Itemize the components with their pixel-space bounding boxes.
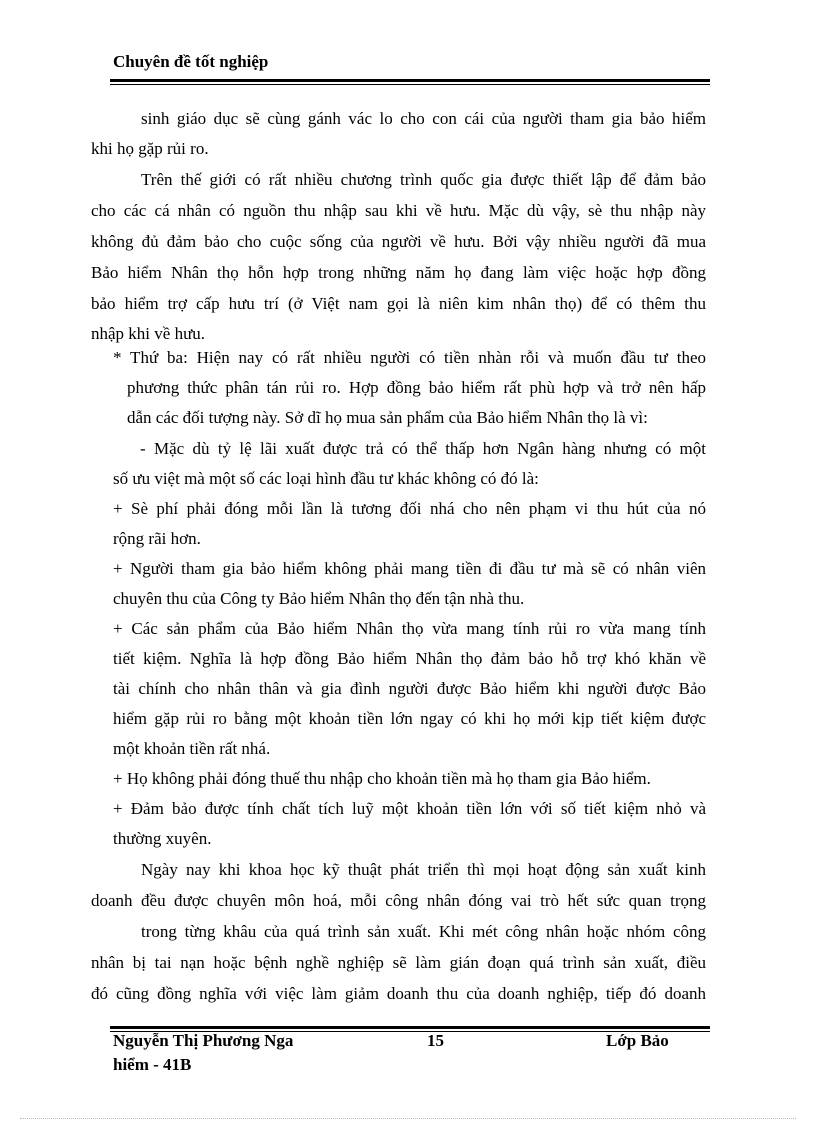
text-line: số ưu việt mà một số các loại hình đầu tư khác không có đó là:	[113, 469, 539, 488]
text-line: nhập khi về hưu.	[91, 324, 206, 343]
text-line: - Mặc dù tỷ lệ lãi xuất được trả có thể thấp hơn Ngân hàng nhưng có một	[140, 439, 706, 458]
header-rule-thin	[110, 84, 710, 85]
text-line: bảo hiểm trợ cấp hưu trí (ở Việt nam gọi là niên kim nhân thọ) để có thêm thu	[91, 294, 706, 313]
text-line: trong từng khâu của quá trình sản xuất. Khi mét công nhân hoặc nhóm công	[141, 922, 706, 941]
text-line: không đủ đảm bảo cho cuộc sống của người về hưu. Bởi vậy nhiều người đã mua	[91, 232, 706, 251]
text-line: phương thức phân tán rủi ro. Hợp đồng bảo hiểm rất phù hợp và trở nên hấp	[127, 378, 706, 397]
page-bottom-divider	[20, 1118, 796, 1119]
text-line: + Người tham gia bảo hiểm không phải mang tiền đi đầu tư mà sẽ có nhân viên	[113, 559, 706, 578]
text-line: chuyên thu của Công ty Bảo hiểm Nhân thọ đến tận nhà thu.	[113, 589, 525, 608]
text-line: hiểm gặp rủi ro bằng một khoản tiền lớn ngay có khi họ mới kịp tiết kiệm được	[113, 709, 706, 728]
text-line: cho các cá nhân có nguồn thu nhập sau khi về hưu. Mặc dù vậy, sè thu nhập này	[91, 201, 706, 220]
text-line: Trên thế giới có rất nhiều chương trình quốc gia được thiết lập để đảm bảo	[141, 170, 706, 189]
text-line: sinh giáo dục sẽ cùng gánh vác lo cho con cái của người tham gia bảo hiểm	[141, 109, 706, 128]
text-line: tiết kiệm. Nghĩa là hợp đồng Bảo hiểm Nhân thọ đảm bảo hỗ trợ khó khăn về	[113, 649, 706, 668]
footer-class-label: Lớp Bảo	[606, 1031, 669, 1050]
text-line: nhân bị tai nạn hoặc bệnh nghề nghiệp sẽ làm gián đoạn quá trình sản xuất, điều	[91, 953, 706, 972]
text-line: đó cũng đồng nghĩa với việc làm giảm doanh thu của doanh nghiệp, tiếp đó doanh	[91, 984, 706, 1003]
footer-author: Nguyễn Thị Phương Nga	[113, 1031, 294, 1050]
footer-class-label-continued: hiểm - 41B	[113, 1055, 192, 1074]
text-line: dẫn các đối tượng này. Sở dĩ họ mua sản phẩm của Bảo hiểm Nhân thọ là vì:	[127, 408, 648, 427]
footer-rule-thick	[110, 1026, 710, 1029]
text-line: + Các sản phẩm của Bảo hiểm Nhân thọ vừa mang tính rủi ro vừa mang tính	[113, 619, 706, 638]
text-line: Ngày nay khi khoa học kỹ thuật phát triển thì mọi hoạt động sản xuất kinh	[141, 860, 706, 879]
text-line: + Đảm bảo được tính chất tích luỹ một khoản tiền lớn với số tiết kiệm nhỏ và	[113, 799, 706, 818]
footer-page-number: 15	[427, 1031, 444, 1050]
text-line: rộng rãi hơn.	[113, 529, 201, 548]
text-line: tài chính cho nhân thân và gia đình người được Bảo hiểm khi người được Bảo	[113, 679, 706, 698]
text-line: doanh đều được chuyên môn hoá, mỗi công nhân đóng vai trò hết sức quan trọng	[91, 891, 706, 910]
page-header-title: Chuyên đề tốt nghiệp	[113, 52, 269, 71]
header-rule-thick	[110, 79, 710, 82]
text-line: + Sè phí phải đóng mỗi lần là tương đối nhá cho nên phạm vi thu hút của nó	[113, 499, 706, 518]
text-line: khi họ gặp rủi ro.	[91, 139, 209, 158]
text-line: một khoản tiền rất nhá.	[113, 739, 271, 758]
text-line: thường xuyên.	[113, 829, 212, 848]
text-line: + Họ không phải đóng thuế thu nhập cho khoản tiền mà họ tham gia Bảo hiểm.	[113, 769, 651, 788]
text-line: Bảo hiểm Nhân thọ hỗn hợp trong những năm họ đang làm việc hoặc hợp đồng	[91, 263, 706, 282]
text-line: * Thứ ba: Hiện nay có rất nhiều người có tiền nhàn rỗi và muốn đầu tư theo	[113, 348, 706, 367]
